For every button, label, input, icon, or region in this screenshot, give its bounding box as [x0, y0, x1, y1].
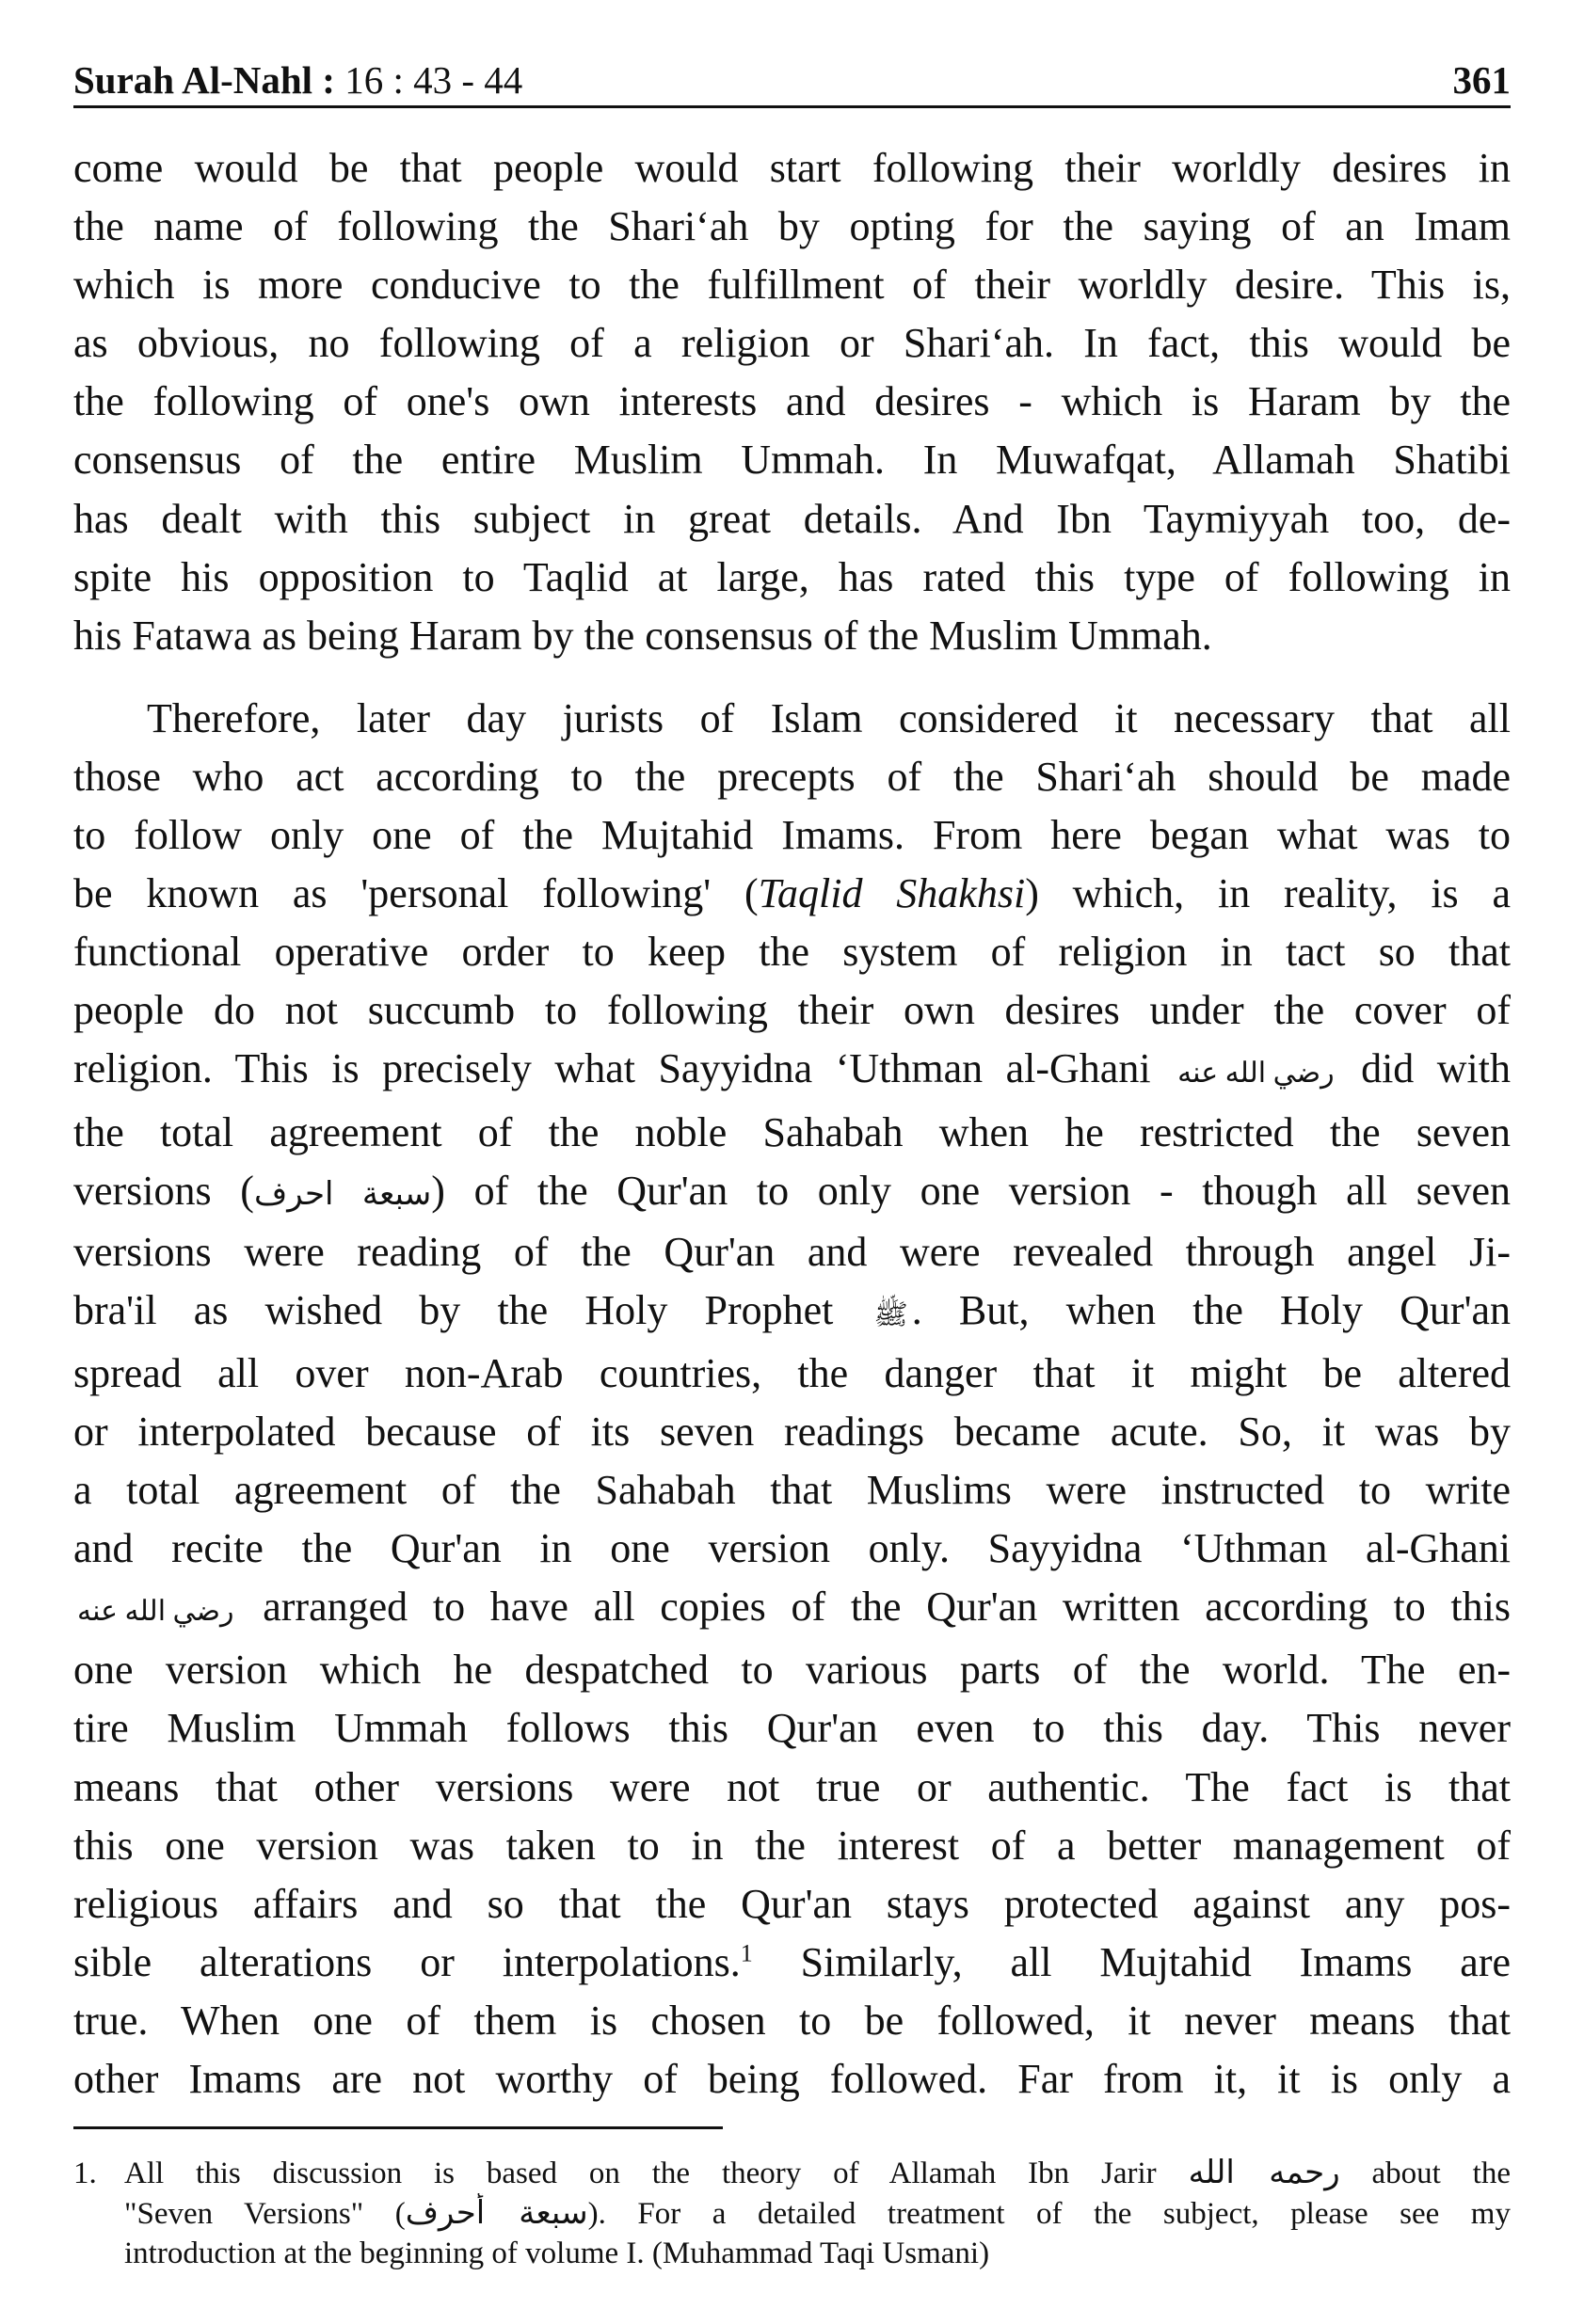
text-line: those who act according to the precepts of the Shari‘ah should be made — [73, 753, 1511, 800]
italic-term: Taqlid Shakhsi — [758, 870, 1026, 917]
text-line: the total agreement of the noble Sahabah when he restricted the seven — [73, 1108, 1511, 1155]
footnote-line — [73, 2193, 1511, 2234]
footnote-rule — [73, 2126, 723, 2129]
chapter-reference — [73, 58, 523, 102]
text-segment: All this discussion is based on the theory of Allamah Ibn Jarir — [124, 2157, 1157, 2190]
text-line: means that other versions were not true or authentic. The fact is that — [73, 1763, 1511, 1810]
arabic-term: سبعة أحرف — [405, 2194, 588, 2232]
text-line: spread all over non-Arab countries, the danger that it might be altered — [73, 1349, 1511, 1396]
footnote — [73, 2153, 1511, 2273]
surah-name: Surah Al-Nahl : — [73, 58, 335, 102]
text-segment: ) which, in reality, is a — [1025, 870, 1511, 917]
paragraph-2 — [73, 690, 1511, 2109]
text-line: the name of following the Shari‘ah by opting for the saying of an Imam — [73, 203, 1511, 250]
text-line: other Imams are not worthy of being followed. Far from it, it is only a — [73, 2056, 1511, 2102]
header-rule — [73, 105, 1511, 108]
text-line: which is more conducive to the fulfillment of their worldly desire. This is, — [73, 262, 1511, 309]
text-line: a total agreement of the Sahabah that Muslims were instructed to write — [73, 1467, 1511, 1514]
text-segment: sible alterations or interpolations. — [73, 1938, 741, 1985]
text-segment: versions ( — [73, 1167, 254, 1214]
footnote-marker[interactable]: 1 — [740, 1939, 753, 1967]
text-line: consensus of the entire Muslim Ummah. In Muwafqat, Allamah Shatibi — [73, 437, 1511, 484]
text-line: true. When one of them is chosen to be followed, it never means that — [73, 1997, 1511, 2044]
footnote-number: 1. — [73, 2157, 97, 2190]
paragraph-spacer — [73, 665, 1511, 690]
text-line: as obvious, no following of a religion or Shari‘ah. In fact, this would be — [73, 320, 1511, 367]
text-line: Therefore, later day jurists of Islam considered it necessary that all — [147, 694, 1511, 741]
text-line: tire Muslim Ummah follows this Qur'an even to this day. This never — [73, 1705, 1511, 1752]
text-segment: . But, when the Holy Qur'an — [911, 1286, 1511, 1333]
text-line — [73, 865, 1511, 923]
text-line — [73, 1934, 1511, 1992]
text-line: and recite the Qur'an in one version only. Sayyidna ‘Uthman al-Ghani — [73, 1525, 1511, 1572]
text-line: this one version was taken to in the interest of a better management of — [73, 1822, 1511, 1869]
text-line — [73, 1040, 1511, 1103]
text-segment: Similarly, all Mujtahid Imams are — [752, 1938, 1511, 1985]
text-line: functional operative order to keep the system of religion in tact so that — [73, 929, 1511, 976]
verse-range: 16 : 43 - 44 — [344, 58, 523, 102]
text-line — [73, 1578, 1511, 1641]
text-segment: ) of the Qur'an to only one version - though all seven — [431, 1167, 1511, 1214]
text-segment: religion. This is precisely what Sayyidna ‘Uthman al-Ghani — [73, 1045, 1151, 1092]
text-line: religious affairs and so that the Qur'an stays protected against any pos- — [73, 1880, 1511, 1927]
paragraph-1 — [73, 139, 1511, 665]
running-head — [73, 34, 1511, 100]
text-line: to follow only one of the Mujtahid Imams. From here began what was to — [73, 812, 1511, 859]
text-segment: "Seven Versions" ( — [124, 2197, 406, 2231]
text-segment: ). For a detailed treatment of the subject, please see my — [587, 2197, 1511, 2231]
text-line: the following of one's own interests and desires - which is Haram by the — [73, 378, 1511, 425]
page-number: 361 — [1452, 58, 1511, 102]
text-line — [73, 1162, 1511, 1223]
text-line: come would be that people would start following their worldly desires in — [73, 145, 1511, 191]
text-segment: about the — [1371, 2157, 1511, 2190]
arabic-term: رحمه الله — [1188, 2154, 1340, 2191]
text-segment: be known as 'personal following' ( — [73, 870, 759, 917]
text-segment: arranged to have all copies of the Qur'an written according to this — [263, 1584, 1511, 1631]
footnote-line: introduction at the beginning of volume I. (Muhammad Taqi Usmani) — [124, 2236, 990, 2270]
text-line: people do not succumb to following their own desires under the cover of — [73, 987, 1511, 1034]
text-line: one version which he despatched to various parts of the world. The en- — [73, 1647, 1511, 1694]
footnote-line — [73, 2153, 1511, 2193]
text-line: or interpolated because of its seven readings became acute. So, it was by — [73, 1408, 1511, 1455]
text-segment: did with — [1361, 1045, 1511, 1092]
arabic-term: سبعة احرف — [253, 1174, 432, 1213]
honorific-ra-glyph: رضي الله عنه — [77, 1596, 234, 1628]
text-line: spite his opposition to Taqlid at large, has rated this type of following in — [73, 553, 1511, 600]
body-text — [73, 139, 1511, 2109]
text-line: his Fatawa as being Haram by the consensus of the Muslim Ummah. — [73, 612, 1212, 659]
honorific-ra-glyph: رضي الله عنه — [1177, 1058, 1335, 1090]
honorific-saw-glyph: ﷺ — [873, 1298, 908, 1330]
text-line: has dealt with this subject in great details. And Ibn Taymiyyah too, de- — [73, 495, 1511, 542]
text-line — [73, 1281, 1511, 1345]
text-segment: bra'il as wished by the Holy Prophet — [73, 1286, 834, 1333]
text-line: versions were reading of the Qur'an and were revealed through angel Ji- — [73, 1228, 1511, 1275]
